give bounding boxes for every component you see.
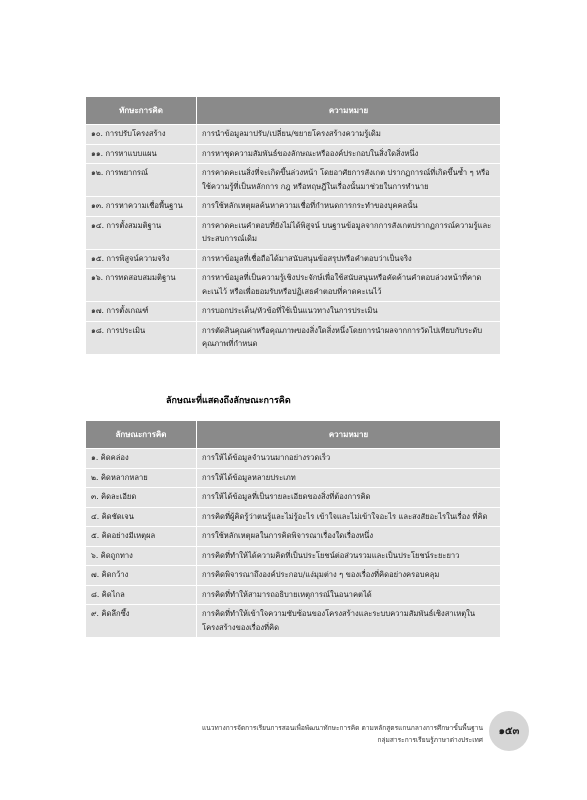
table-row <box>86 216 501 249</box>
footer <box>202 722 483 746</box>
term-cell: ๕. คิดอย่างมีเหตุผล <box>86 527 197 547</box>
meaning-cell: การคิดพิจารณาถึงองค์ประกอบ/แง่มุมต่าง ๆ ของเรื่องที่คิดอย่างครอบคลุม <box>197 566 501 586</box>
footer-subject: กลุ่มสาระการเรียนรู้ภาษาต่างประเทศ <box>377 736 483 744</box>
footer-book-title: แนวทางการจัดการเรียนการสอนเพื่อพัฒนาทักษะการคิด ตามหลักสูตรแกนกลางการศึกษาขั้นพื้นฐาน <box>201 724 483 732</box>
term-cell: ๑๘. การประเมิน <box>86 321 197 354</box>
term-cell: ๑๕. การพิสูจน์ความจริง <box>86 249 197 269</box>
term-cell: ๑๔. การตั้งสมมติฐาน <box>86 216 197 249</box>
term-cell: ๑๐. การปรับโครงสร้าง <box>86 125 197 145</box>
table-row <box>86 449 501 469</box>
term-cell: ๑๑. การหาแบบแผน <box>86 144 197 164</box>
table-row <box>86 546 501 566</box>
term-cell: ๖. คิดถูกทาง <box>86 546 197 566</box>
header-meaning: ความหมาย <box>197 421 501 449</box>
meaning-cell: การคิดที่ทำให้สามารถอธิบายเหตุการณ์ในอนาคตได้ <box>197 585 501 605</box>
header-meaning: ความหมาย <box>197 97 501 125</box>
term-cell: ๑๒. การพยากรณ์ <box>86 164 197 197</box>
term-cell: ๑๗. การตั้งเกณฑ์ <box>86 302 197 322</box>
meaning-cell: การให้ได้ข้อมูลหลายประเภท <box>197 468 501 488</box>
page-number: ๑๕๓ <box>489 711 529 751</box>
meaning-cell: การคาดคะเนสิ่งที่จะเกิดขึ้นล่วงหน้า โดยอาศัยการสังเกต ปรากฏการณ์ที่เกิดขึ้นซ้ำ ๆ หรือใช้ความรู้ที่เป็นหลักการ กฎ หรือทฤษฎีในเรื่องนั้นมาช่วยในการทำนาย <box>197 164 501 197</box>
table-row <box>86 566 501 586</box>
table-row <box>86 125 501 145</box>
term-cell: ๔. คิดชัดเจน <box>86 507 197 527</box>
meaning-cell: การคาดคะเนคำตอบที่ยังไม่ได้พิสูจน์ บนฐานข้อมูลจากการสังเกตปรากฏการณ์ความรู้และประสบการณ์เดิม <box>197 216 501 249</box>
section-heading: ลักษณะที่แสดงถึงลักษณะการคิด <box>166 396 291 406</box>
meaning-cell: การหาข้อมูลที่เป็นความรู้เชิงประจักษ์เพื่อใช้สนับสนุนหรือคัดค้านคำตอบล่วงหน้าที่คาดคะเนไว้ หรือเพื่อยอมรับหรือปฏิเสธคำตอบที่คาดคะเนไว้ <box>197 269 501 302</box>
meaning-cell: การใช้หลักเหตุผลในการคิดพิจารณาเรื่องใดเรื่องหนึ่ง <box>197 527 501 547</box>
table-row <box>86 468 501 488</box>
thinking-skills-table <box>85 96 501 355</box>
meaning-cell: การบอกประเด็น/หัวข้อที่ใช้เป็นแนวทางในการประเมิน <box>197 302 501 322</box>
table-row <box>86 321 501 354</box>
meaning-cell: การคิดที่ทำให้ได้ความคิดที่เป็นประโยชน์ต่อส่วนรวมและเป็นประโยชน์ระยะยาว <box>197 546 501 566</box>
meaning-cell: การหาข้อมูลที่เชื่อถือได้มาสนับสนุนข้อสรุปหรือคำตอบว่าเป็นจริง <box>197 249 501 269</box>
table-header-row <box>86 97 501 125</box>
table-row <box>86 197 501 217</box>
term-cell: ๙. คิดลึกซึ้ง <box>86 605 197 638</box>
term-cell: ๑. คิดคล่อง <box>86 449 197 469</box>
table-header-row <box>86 421 501 449</box>
table-row <box>86 507 501 527</box>
meaning-cell: การคิดที่ผู้คิดรู้ว่าตนรู้และไม่รู้อะไร เข้าใจและไม่เข้าใจอะไร และสงสัยอะไรในเรื่อง ที่คิด <box>197 507 501 527</box>
term-cell: ๒. คิดหลากหลาย <box>86 468 197 488</box>
meaning-cell: การใช้หลักเหตุผลค้นหาความเชื่อที่กำหนดการกระทำของบุคคลนั้น <box>197 197 501 217</box>
header-characteristic: ลักษณะการคิด <box>86 421 197 449</box>
meaning-cell: การตัดสินคุณค่าหรือคุณภาพของสิ่งใดสิ่งหนึ่งโดยการนำผลจากการวัดไปเทียบกับระดับคุณภาพที่กำหนด <box>197 321 501 354</box>
table-row <box>86 249 501 269</box>
meaning-cell: การนำข้อมูลมาปรับ/เปลี่ยน/ขยายโครงสร้างความรู้เดิม <box>197 125 501 145</box>
table-row <box>86 144 501 164</box>
meaning-cell: การคิดที่ทำให้เข้าใจความซับซ้อนของโครงสร้างและระบบความสัมพันธ์เชิงสาเหตุในโครงสร้างของเรื่องที่คิด <box>197 605 501 638</box>
term-cell: ๗. คิดกว้าง <box>86 566 197 586</box>
table-row <box>86 488 501 508</box>
table-body <box>86 449 501 638</box>
term-cell: ๘. คิดไกล <box>86 585 197 605</box>
table-row <box>86 605 501 638</box>
table-row <box>86 302 501 322</box>
meaning-cell: การให้ได้ข้อมูลจำนวนมากอย่างรวดเร็ว <box>197 449 501 469</box>
table-row <box>86 164 501 197</box>
thinking-characteristics-table <box>85 420 501 638</box>
header-skill: ทักษะการคิด <box>86 97 197 125</box>
meaning-cell: การให้ได้ข้อมูลที่เป็นรายละเอียดของสิ่งที่ต้องการคิด <box>197 488 501 508</box>
table-body <box>86 125 501 355</box>
meaning-cell: การหาชุดความสัมพันธ์ของลักษณะหรือองค์ประกอบในสิ่งใดสิ่งหนึ่ง <box>197 144 501 164</box>
table-row <box>86 269 501 302</box>
term-cell: ๑๖. การทดสอบสมมติฐาน <box>86 269 197 302</box>
term-cell: ๑๓. การหาความเชื่อพื้นฐาน <box>86 197 197 217</box>
term-cell: ๓. คิดละเอียด <box>86 488 197 508</box>
table-row <box>86 527 501 547</box>
table-row <box>86 585 501 605</box>
